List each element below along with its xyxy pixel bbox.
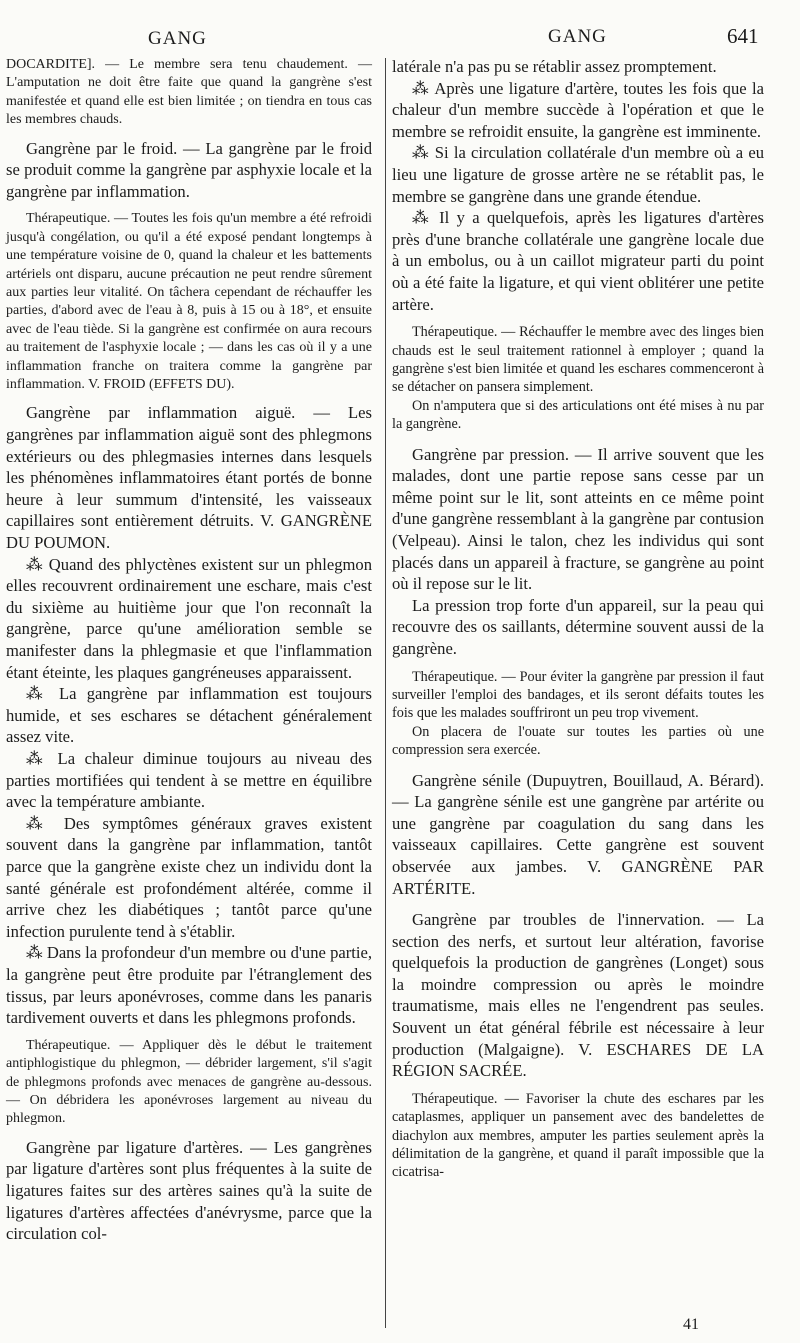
therapeutics-paragraph: Thérapeutique. — Favoriser la chute des eschares par les cataplasmes, appliquer un pansement avec des bandelettes de diachylon aux membres, amputer les parties seulement après la délimitation de la gangrène, et quand il paraît impossible que la cicatrisa-: [392, 1090, 764, 1181]
running-head-left: GANG: [148, 28, 207, 49]
therapeutics-paragraph: Thérapeutique. — Appliquer dès le début le traitement antiphlogistique du phlegmon, — débrider largement, s'il s'agit de phlegmons profonds avec menaces de gangrène au-dessous. — On débridera les aponévroses largement au niveau du phlegmon.: [6, 1037, 372, 1127]
therapeutics-paragraph: Thérapeutique. — Réchauffer le membre avec des linges bien chauds est le seul traitement rationnel à employer ; quand la gangrène s'est bien limitée et quand les eschares commenceront à se détacher on pansera simplement.: [392, 324, 764, 396]
page-number: 641: [727, 24, 759, 48]
section-inflammation: Gangrène par inflammation aiguë. — Les gangrènes par inflammation aiguë sont des phlegmons extérieurs ou des phlegmasies internes dans lesquels les phénomènes inflammatoires étant portés de bonne heure à leur summum d'intensité, les vaisseaux capillaires sont entièrement détruits. V. GANGRÈNE DU POUMON.: [6, 403, 372, 553]
section-senile: Gangrène sénile (Dupuytren, Bouillaud, A. Bérard). — La gangrène sénile est une gangrène par artérite ou une gangrène par coagulation du sang dans les vaisseaux capillaires. Cette gangrène est souvent observée aux jambes. V. GANGRÈNE PAR ARTÉRITE.: [392, 770, 764, 898]
paragraph: ⁂ Il y a quelquefois, après les ligatures d'artères près d'une branche collatérale une gangrène locale due à un embolus, ou à un caillot migrateur parti du point où a été faite la ligature, et qui vient oblitérer une petite artère.: [392, 208, 764, 314]
paragraph: ⁂ La gangrène par inflammation est toujours humide, et ses eschares se détachent généralement assez vite.: [6, 684, 372, 747]
paragraph: La pression trop forte d'un appareil, sur la peau qui recouvre des os saillants, détermine souvent aussi de la gangrène.: [392, 595, 764, 658]
paragraph: ⁂ Des symptômes généraux graves existent souvent dans la gangrène par inflammation, tantôt parce que la gangrène existe chez un individu dont la santé générale est profondément altérée, comme il arrive chez les diabétiques ; tantôt parce qu'une infection purulente tend à s'établir.: [6, 813, 372, 941]
left-column: [6, 56, 372, 1245]
right-column: [392, 56, 764, 1182]
paragraph: DOCARDITE]. — Le membre sera tenu chaudement. — L'amputation ne doit être faite que quand la gangrène s'est manifestée et quand elle est bien limitée ; on tiendra en tous cas les membres chauds.: [6, 57, 372, 128]
signature-mark: 41: [683, 1316, 699, 1333]
paragraph: ⁂ Si la circulation collatérale d'un membre où a eu lieu une ligature de grosse artère ne se rétablit pas, le membre se gangrène dans une grande étendue.: [392, 143, 764, 206]
paragraph: ⁂ Quand des phlyctènes existent sur un phlegmon elles recouvrent ordinairement une eschare, mais c'est du sixième au huitième jour que l'on reconnaît la gangrène, parce qu'une amélioration semble se manifester dans la phlegmasie et que l'inflammation étant éteinte, les plaques gangréneuses apparaissent.: [6, 554, 372, 682]
column-divider: [385, 58, 386, 1328]
therapeutics-paragraph: Thérapeutique. — Pour éviter la gangrène par pression il faut surveiller l'emploi des bandages, et ils seront défaits toutes les fois que les malades souffriront un peu trop vivement.: [392, 668, 764, 722]
paragraph: latérale n'a pas pu se rétablir assez promptement.: [392, 57, 717, 76]
section-innervation: Gangrène par troubles de l'innervation. — La section des nerfs, et surtout leur altération, favorise quelquefois la production de gangrènes (Longet) sous la moindre compression ou après le moindre traumatisme, mais elles ne l'engendrent pas seules. Souvent un état général fébrile est nécessaire à leur production (Malgaigne). V. ESCHARES DE LA RÉGION SACRÉE.: [392, 910, 764, 1081]
paragraph: On n'amputera que si des articulations ont été mises à nu par la gangrène.: [392, 397, 764, 433]
therapeutics-paragraph: Thérapeutique. — Toutes les fois qu'un membre a été refroidi jusqu'à congélation, ou qu'il a été exposé pendant longtemps à une température voisine de 0, quand la chaleur et les battements artériels ont disparu, aucune précaution ne peut rendre sûrement aux parties leur vitalité. On tâchera cependant de réchauffer les parties, d'abord avec de l'eau à 8, puis à 15 ou à 18°, et ensuite avec de l'eau tiède. Si la gangrène est confirmée on aura recours au traitement de l'asphyxie locale ; — dans les cas où il y a une inflammation franche on traitera comme la gangrène par inflammation. V. FROID (EFFETS DU).: [6, 211, 372, 393]
section-ligature: Gangrène par ligature d'artères. — Les gangrènes par ligature d'artères sont plus fréquentes à la suite de ligatures faites sur des artères saines qu'à la suite de ligatures d'artères affectées d'anévrysme, parce que la circulation col-: [6, 1137, 372, 1244]
paragraph: ⁂ Après une ligature d'artère, toutes les fois que la chaleur d'un membre succède à l'opération et que le membre se refroidit ensuite, la gangrène est imminente.: [392, 78, 764, 141]
paragraph: ⁂ La chaleur diminue toujours au niveau des parties mortifiées qui tendent à se mettre en équilibre avec la température ambiante.: [6, 748, 372, 812]
running-head-right: GANG: [548, 26, 607, 47]
paragraph: On placera de l'ouate sur toutes les parties où une compression sera exercée.: [392, 723, 764, 759]
paragraph: ⁂ Dans la profondeur d'un membre ou d'une partie, la gangrène peut être produite par l'étranglement des tissus, par leurs aponévroses, comme dans les panaris tardivement ouverts et dans les phlegmons profonds.: [6, 943, 372, 1028]
section-cold: Gangrène par le froid. — La gangrène par le froid se produit comme la gangrène par asphyxie locale et la gangrène par inflammation.: [6, 138, 372, 201]
section-pressure: Gangrène par pression. — Il arrive souvent que les malades, dont une partie repose sans cesse par un même point sur le lit, sont atteints en ce même point d'une gangrène ressemblant à la gangrène par contusion (Velpeau). Ainsi le talon, chez les individus qui sont placés dans un appareil à fracture, se gangrène au point où il repose sur le lit.: [392, 444, 764, 594]
